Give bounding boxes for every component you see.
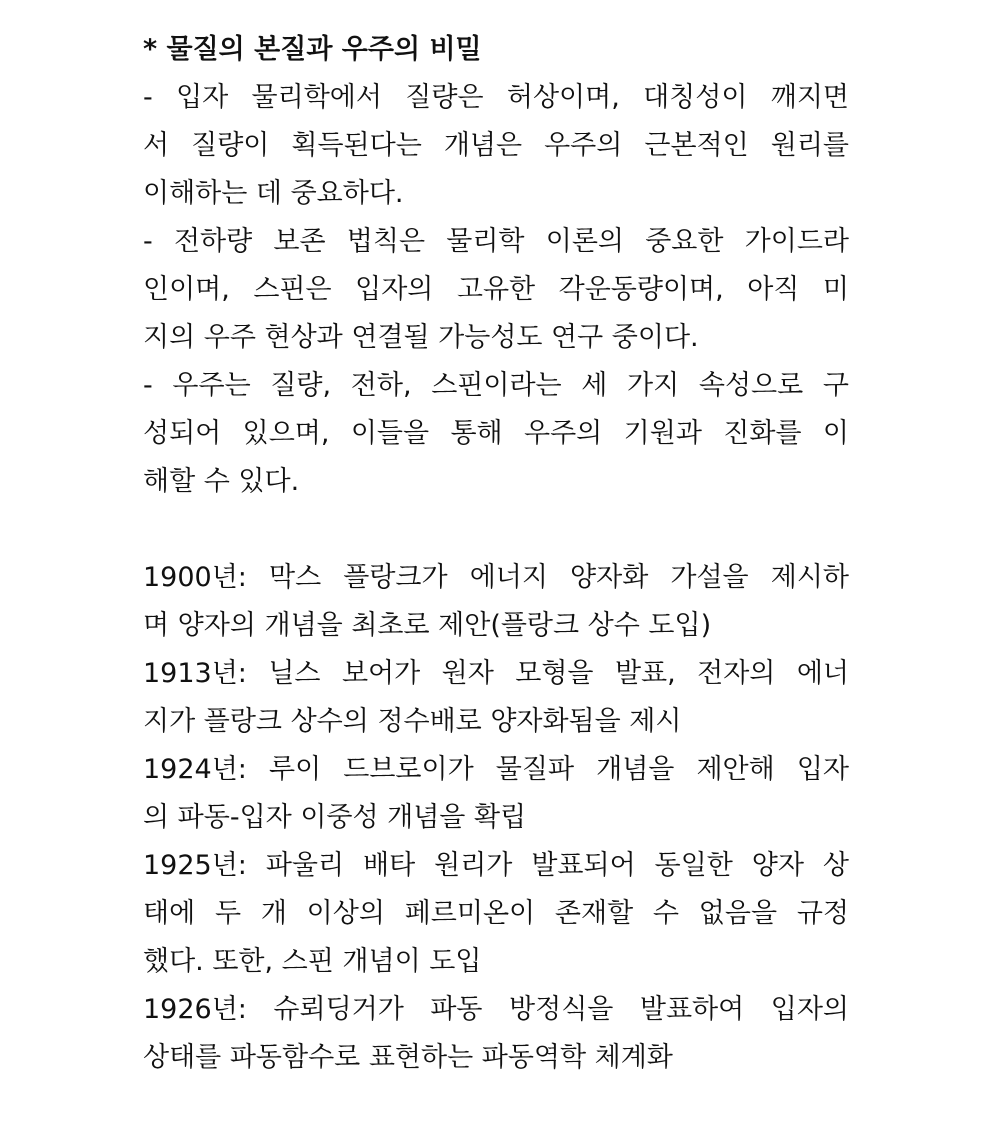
timeline-line: 며 양자의 개념을 최초로 제안(플랑크 상수 도입) [143, 610, 712, 641]
timeline-item [143, 842, 849, 986]
timeline-line: 상태를 파동함수로 표현하는 파동역학 체계화 [143, 1042, 673, 1073]
bullet-line: - 전하량 보존 법칙은 물리학 이론의 중요한 가이드라 [143, 226, 849, 257]
bullet-item [143, 218, 849, 362]
timeline-item [143, 986, 849, 1082]
bullet-line: 서 질량이 획득된다는 개념은 우주의 근본적인 원리를 [143, 130, 849, 161]
timeline-item [143, 746, 849, 842]
timeline-line: 1926년: 슈뢰딩거가 파동 방정식을 발표하여 입자의 [143, 994, 849, 1025]
timeline-item [143, 554, 849, 650]
timeline-line: 지가 플랑크 상수의 정수배로 양자화됨을 제시 [143, 706, 682, 737]
timeline-line: 했다. 또한, 스핀 개념이 도입 [143, 946, 482, 977]
spacer [143, 506, 849, 554]
document-body [143, 26, 849, 1082]
bullet-line: 인이며, 스핀은 입자의 고유한 각운동량이며, 아직 미 [143, 274, 849, 305]
timeline-line: 1924년: 루이 드브로이가 물질파 개념을 제안해 입자 [143, 754, 849, 785]
bullet-item [143, 362, 849, 506]
document-title: * 물질의 본질과 우주의 비밀 [143, 34, 482, 65]
bullet-line: 해할 수 있다. [143, 466, 300, 497]
timeline-item [143, 650, 849, 746]
timeline-line: 1913년: 닐스 보어가 원자 모형을 발표, 전자의 에너 [143, 658, 849, 689]
bullet-line: 이해하는 데 중요하다. [143, 178, 404, 209]
bullet-item [143, 74, 849, 218]
bullet-line: - 우주는 질량, 전하, 스핀이라는 세 가지 속성으로 구 [143, 370, 849, 401]
timeline-line: 1900년: 막스 플랑크가 에너지 양자화 가설을 제시하 [143, 562, 849, 593]
bullet-line: 지의 우주 현상과 연결될 가능성도 연구 중이다. [143, 322, 699, 353]
timeline-line: 1925년: 파울리 배타 원리가 발표되어 동일한 양자 상 [143, 850, 849, 881]
timeline-line: 태에 두 개 이상의 페르미온이 존재할 수 없음을 규정 [143, 898, 849, 929]
bullet-line: - 입자 물리학에서 질량은 허상이며, 대칭성이 깨지면 [143, 82, 849, 113]
bullet-line: 성되어 있으며, 이들을 통해 우주의 기원과 진화를 이 [143, 418, 849, 449]
timeline-line: 의 파동-입자 이중성 개념을 확립 [143, 802, 527, 833]
